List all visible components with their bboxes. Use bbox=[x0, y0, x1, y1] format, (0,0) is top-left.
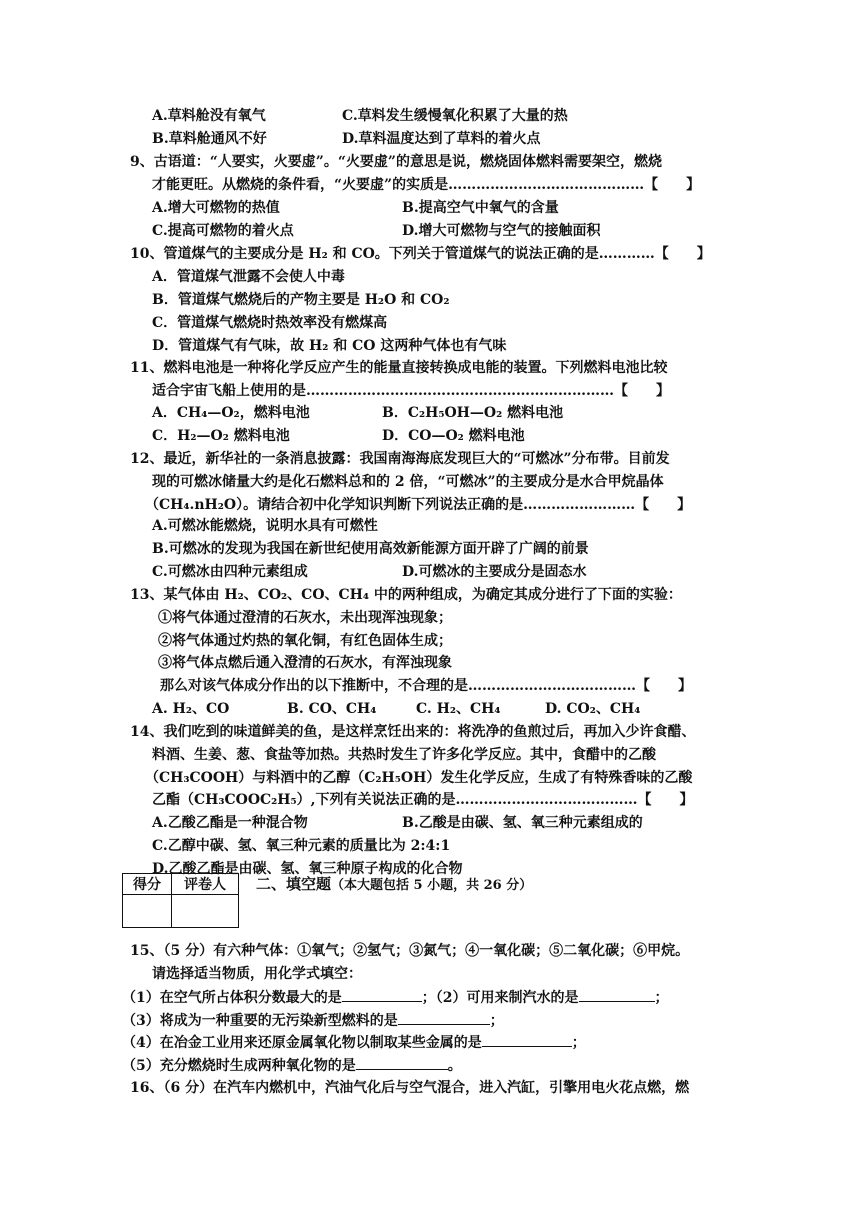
q8-option-a: A.草料舱没有氧气 bbox=[152, 108, 266, 124]
q15-semicolon: ； bbox=[571, 1035, 586, 1051]
q11-stem-line1: 11、燃料电池是一种将化学反应产生的能量直接转换成电能的装置。下列燃料电池比较 bbox=[130, 360, 668, 376]
q11-option-d: D．CO—O₂ 燃料电池 bbox=[382, 428, 525, 444]
q15-blank-5[interactable] bbox=[356, 1055, 448, 1070]
q14-stem-line2: 料酒、生姜、葱、食盐等加热。共热时发生了许多化学反应。其中，食醋中的乙酸 bbox=[152, 747, 656, 763]
q13-stem-line2: 那么对该气体成分作出的以下推断中，不合理的是………………………………【 】 bbox=[160, 678, 692, 694]
grader-header: 评卷人 bbox=[172, 874, 239, 895]
q12-option-a: A.可燃冰能燃烧，说明水具有可燃性 bbox=[152, 518, 378, 534]
q9-option-b: B.提高空气中氧气的含量 bbox=[402, 200, 559, 216]
q11-option-c: C．H₂—O₂ 燃料电池 bbox=[152, 428, 290, 444]
q14-option-a: A.乙酸乙酯是一种混合物 bbox=[152, 815, 308, 831]
q13-step-1: ①将气体通过澄清的石灰水，未出现浑浊现象； bbox=[158, 610, 452, 626]
q15-part-2-label: ；（2）可用来制汽水的是 bbox=[421, 990, 579, 1006]
q13-step-3: ③将气体点燃后通入澄清的石灰水，有浑浊现象 bbox=[158, 655, 452, 671]
q15-semicolon: ； bbox=[654, 990, 669, 1006]
q10-option-c: C．管道煤气燃烧时热效率没有燃煤高 bbox=[152, 315, 388, 331]
q10-stem: 10、管道煤气的主要成分是 H₂ 和 CO。下列关于管道煤气的说法正确的是…………【 】 bbox=[130, 246, 711, 262]
grader-cell[interactable] bbox=[172, 895, 239, 928]
q15-part-4-label: （4）在冶金工业用来还原金属氧化物以制取某些金属的是 bbox=[122, 1035, 482, 1051]
q9-stem-line2: 才能更旺。从燃烧的条件看，“火要虚”的实质是……………………………………【 】 bbox=[152, 177, 701, 193]
q14-stem-line3: （CH₃COOH）与料酒中的乙醇（C₂H₅OH）发生化学反应，生成了有特殊香味的乙酸 bbox=[145, 770, 693, 786]
q12-option-d: D.可燃冰的主要成分是固态水 bbox=[402, 564, 587, 580]
q13-stem-line1: 13、某气体由 H₂、CO₂、CO、CH₄ 中的两种组成，为确定其成分进行了下面的实验： bbox=[130, 587, 682, 603]
q12-option-c: C.可燃冰由四种元素组成 bbox=[152, 564, 308, 580]
q15-blank-1[interactable] bbox=[342, 987, 422, 1002]
q15-stem-line1: 15、（5 分）有六种气体：①氧气；②氢气；③氮气；④一氧化碳；⑤二氧化碳；⑥甲烷。 bbox=[130, 943, 690, 959]
q15-part-1-label: （1）在空气所占体积分数最大的是 bbox=[122, 990, 342, 1006]
q14-option-c: C.乙醇中碳、氢、氧三种元素的质量比为 2:4:1 bbox=[152, 838, 451, 854]
q12-stem-line1: 12、最近，新华社的一条消息披露：我国南海海底发现巨大的“可燃冰”分布带。目前发 bbox=[130, 451, 670, 467]
q14-option-d: D.乙酸乙酯是由碳、氢、氧三种原子构成的化合物 bbox=[152, 861, 463, 877]
q16-stem-line1: 16、（6 分）在汽车内燃机中，汽油气化后与空气混合，进入汽缸，引擎用电火花点燃，燃 bbox=[130, 1080, 690, 1096]
score-header: 得分 bbox=[123, 874, 172, 895]
q15-part-3-label: （3）将成为一种重要的无污染新型燃料的是 bbox=[122, 1013, 398, 1029]
q15-part-5-label: （5）充分燃烧时生成两种氧化物的是 bbox=[122, 1058, 356, 1074]
q12-option-b: B.可燃冰的发现为我国在新世纪使用高效新能源方面开辟了广阔的前景 bbox=[152, 541, 589, 557]
q12-stem-line3: （CH₄.nH₂O）。请结合初中化学知识判断下列说法正确的是……………………【 】 bbox=[145, 497, 692, 513]
q8-option-c: C.草料发生缓慢氧化积累了大量的热 bbox=[342, 108, 568, 124]
q9-option-a: A.增大可燃物的热值 bbox=[152, 200, 280, 216]
section-title bbox=[256, 874, 532, 896]
q15-stem-line2: 请选择适当物质，用化学式填空： bbox=[152, 966, 362, 982]
score-cell[interactable] bbox=[123, 895, 172, 928]
q15-blank-3[interactable] bbox=[398, 1010, 490, 1025]
q10-option-d: D．管道煤气有气味，故 H₂ 和 CO 这两种气体也有气味 bbox=[152, 338, 507, 354]
q15-semicolon: ； bbox=[489, 1013, 504, 1029]
q15-part-4 bbox=[122, 1032, 586, 1053]
q15-part-3 bbox=[122, 1010, 504, 1031]
q9-option-d: D.增大可燃物与空气的接触面积 bbox=[402, 223, 601, 239]
q15-period: 。 bbox=[447, 1058, 462, 1074]
q14-stem-line1: 14、我们吃到的味道鲜美的鱼，是这样烹饪出来的：将洗净的鱼煎过后，再加入少许食醋、 bbox=[130, 724, 696, 740]
q14-stem-line4: 乙酯（CH₃COOC₂H₅）,下列有关说法正确的是…………………………………【 】 bbox=[152, 792, 694, 808]
q13-step-2: ②将气体通过灼热的氧化铜，有红色固体生成； bbox=[158, 633, 452, 649]
q10-option-b: B．管道煤气燃烧后的产物主要是 H₂O 和 CO₂ bbox=[152, 292, 450, 308]
q13-option-a: A. H₂、CO bbox=[152, 701, 230, 717]
q12-stem-line2: 现的可燃冰储量大约是化石燃料总和的 2 倍，“可燃冰”的主要成分是水合甲烷晶体 bbox=[152, 474, 664, 490]
section-2-note: （本大题包括 5 小题，共 26 分） bbox=[331, 878, 533, 893]
q8-option-b: B.草料舱通风不好 bbox=[152, 131, 267, 147]
q10-option-a: A．管道煤气泄露不会使人中毒 bbox=[152, 269, 345, 285]
q11-option-b: B．C₂H₅OH—O₂ 燃料电池 bbox=[382, 405, 564, 421]
q9-option-c: C.提高可燃物的着火点 bbox=[152, 223, 294, 239]
q13-option-b: B. CO、CH₄ bbox=[287, 701, 377, 717]
q13-option-d: D. CO₂、CH₄ bbox=[545, 701, 641, 717]
q15-part-5 bbox=[122, 1055, 462, 1076]
q13-option-c: C. H₂、CH₄ bbox=[416, 701, 501, 717]
q15-part-1-2 bbox=[122, 987, 669, 1008]
q11-stem-line2: 适合宇宙飞船上使用的是…………………………………………………………【 】 bbox=[152, 383, 670, 399]
q11-option-a: A．CH₄—O₂，燃料电池 bbox=[152, 405, 310, 421]
q15-blank-4[interactable] bbox=[482, 1032, 572, 1047]
q14-option-b: B.乙酸是由碳、氢、氧三种元素组成的 bbox=[402, 815, 643, 831]
q15-blank-2[interactable] bbox=[579, 987, 655, 1002]
score-table bbox=[122, 873, 239, 928]
q8-option-d: D.草料温度达到了草料的着火点 bbox=[342, 131, 541, 147]
q9-stem-line1: 9、古语道：“人要实，火要虚”。“火要虚”的意思是说，燃烧固体燃料需要架空，燃烧 bbox=[130, 154, 662, 170]
section-2-title: 二、填空题 bbox=[256, 875, 332, 893]
